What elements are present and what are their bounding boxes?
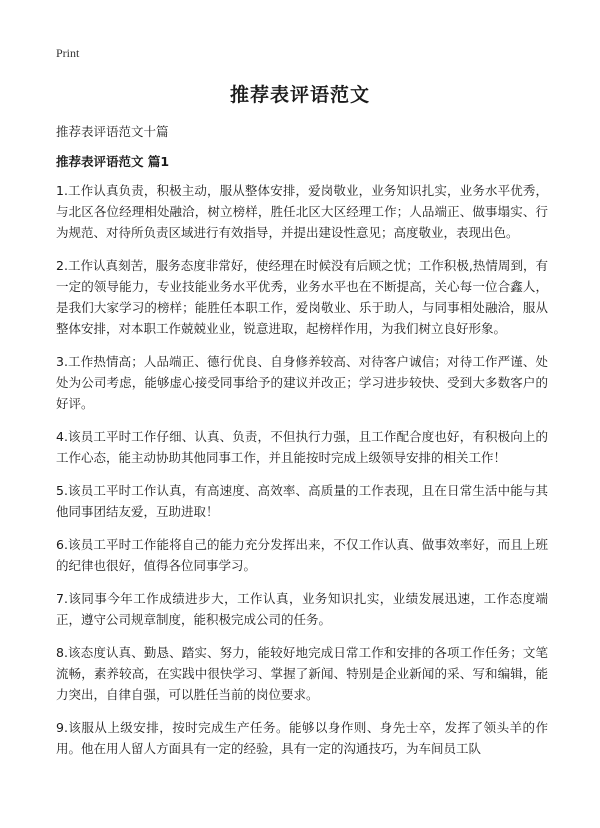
paragraph-5: 5.该员工平时工作认真，有高速度、高效率、高质量的工作表现，且在日常生活中能与其他同事团结友爱，互助进取！ [56,483,548,519]
paragraph-6: 6.该员工平时工作能将自己的能力充分发挥出来，不仅工作认真、做事效率好，而且上班的纪律也很好，值得各位同事学习。 [56,537,548,573]
paragraph-8: 8.该态度认真、勤恳、踏实、努力，能较好地完成日常工作和安排的各项工作任务；文笔流畅，素养较高，在实践中很快学习、掌握了新闻、特别是企业新闻的采、写和编辑，能力突出，自律自强，可以胜任当前的岗位要求。 [56,645,548,702]
paragraph-4: 4.该员工平时工作仔细、认真、负责，不但执行力强，且工作配合度也好，有积极向上的工作心态，能主动协助其他同事工作，并且能按时完成上级领导安排的相关工作！ [56,429,548,465]
document-title: 推荐表评语范文 [229,84,370,106]
paragraph-7: 7.该同事今年工作成绩进步大，工作认真，业务知识扎实，业绩发展迅速，工作态度端正，遵守公司规章制度，能积极完成公司的任务。 [56,591,548,627]
print-label: Print [56,46,80,60]
document-body [56,180,548,771]
paragraph-2: 2.工作认真刻苦，服务态度非常好，使经理在时候没有后顾之忧；工作积极,热情周到，有一定的领导能力，专业技能业务水平优秀，业务水平也在不断提高，关心每一位合鑫人，是我们大家学习的榜样；能胜任本职工作，爱岗敬业、乐于助人，与同事相处融洽，服从整体安排，对本职工作兢兢业业，锐意进取，起榜样作用，为我们树立良好形象。 [56,258,548,336]
paragraph-9: 9.该服从上级安排，按时完成生产任务。能够以身作则、身先士卒，发挥了领头羊的作用。他在用人留人方面具有一定的经验，具有一定的沟通技巧，为车间员工队 [56,720,548,756]
paragraph-3: 3.工作热情高；人品端正、德行优良、自身修养较高、对待客户诚信；对待工作严谨、处处为公司考虑，能够虚心接受同事给予的建议并改正；学习进步较快、受到大多数客户的好评。 [56,354,548,411]
document-subtitle: 推荐表评语范文十篇 [56,124,169,139]
section-heading: 推荐表评语范文 篇1 [56,154,170,169]
paragraph-1: 1.工作认真负责，积极主动，服从整体安排，爱岗敬业，业务知识扎实，业务水平优秀，与北区各位经理相处融洽，树立榜样，胜任北区大区经理工作；人品端正、做事塌实、行为规范、对待所负责区域进行有效指导，并提出建设性意见；高度敬业，表现出色。 [56,183,548,240]
